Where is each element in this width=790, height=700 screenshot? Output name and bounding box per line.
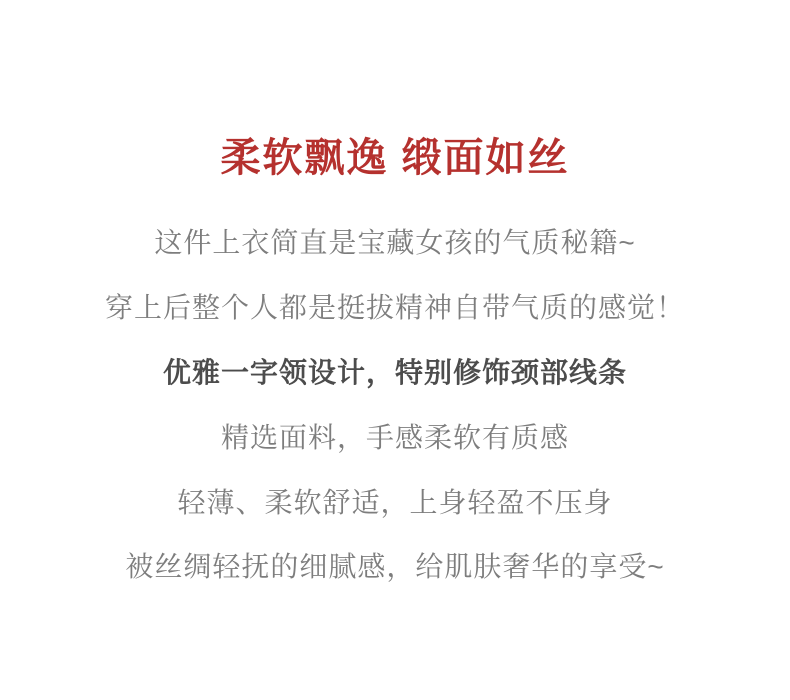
description-line-4: 精选面料，手感柔软有质感: [220, 422, 569, 453]
description-line-6: 被丝绸轻抚的细腻感，给肌肤奢华的享受~: [125, 551, 665, 582]
page-title: 柔软飘逸 缎面如丝: [220, 135, 570, 180]
description-line-3-emphasis: 优雅一字领设计，特别修饰颈部线条: [162, 357, 627, 388]
description-line-2: 穿上后整个人都是挺拔精神自带气质的感觉！: [104, 292, 685, 323]
description-line-5: 轻薄、柔软舒适，上身轻盈不压身: [177, 487, 613, 518]
description-line-1: 这件上衣简直是宝藏女孩的气质秘籍~: [154, 227, 636, 258]
